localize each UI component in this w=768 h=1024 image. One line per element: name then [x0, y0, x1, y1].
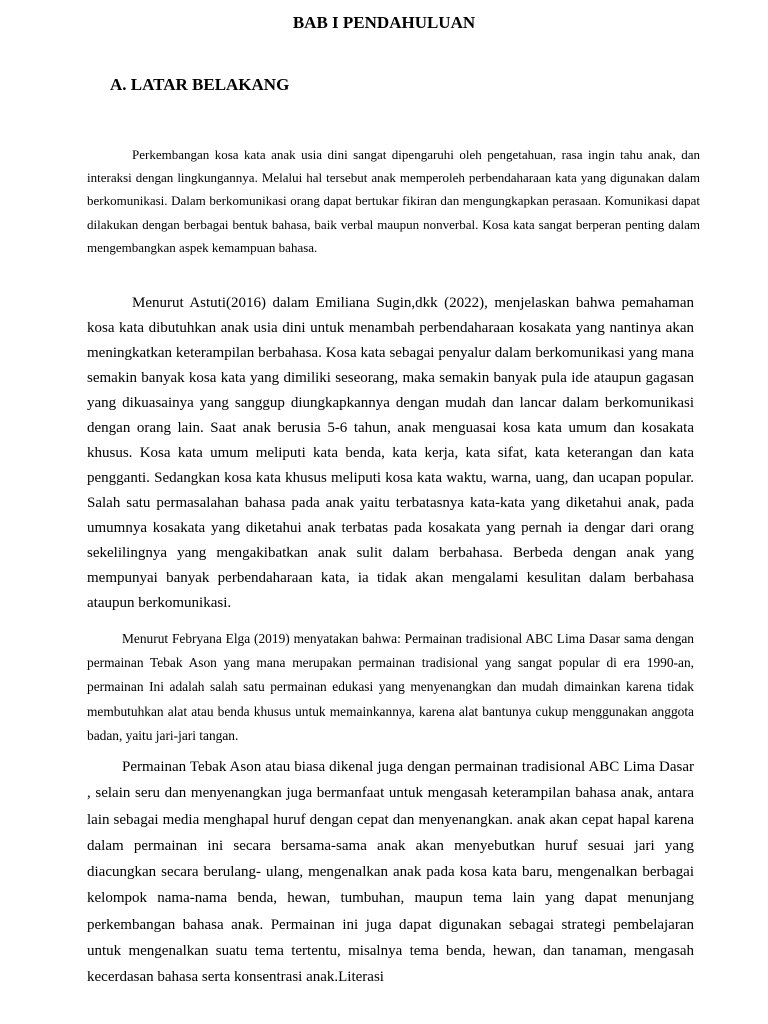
- chapter-title: BAB I PENDAHULUAN: [292, 13, 476, 32]
- paragraph-febryana-citation: Menurut Febryana Elga (2019) menyatakan bahwa: Permainan tradisional ABC Lima Dasar sama dengan permainan Tebak Ason yang mana merupakan permainan tradisional yang sangat popular di era 1990-an, permainan Ini adalah salah satu permainan edukasi yang menyenangkan dan mudah dimainkan karena tidak membutuhkan alat atau benda khusus untuk memainkannya, karena alat bantunya cukup menggunakan anggota badan, yaitu jari-jari tangan.: [87, 631, 694, 743]
- section-heading: A. LATAR BELAKANG: [110, 75, 290, 94]
- paragraph-tebak-ason: Permainan Tebak Ason atau biasa dikenal juga dengan permainan tradisional ABC Lima Dasar , selain seru dan menyenangkan juga bermanfaat untuk mengasah keterampilan bahasa anak, antara lain sebagai media menghapal huruf dengan cepat dan menyenangkan. anak akan cepat hapal karena dalam permainan ini secara bersama-sama anak akan menyebutkan huruf sesuai jari yang diacungkan secara berulang- ulang, mengenalkan anak pada kosa kata baru, mengenalkan berbagai kelompok nama-nama benda, hewan, tumbuhan, maupun tema lain yang dapat menunjang perkembangan bahasa anak. Permainan ini juga dapat digunakan sebagai strategi pembelajaran untuk mengenalkan suatu tema tertentu, misalnya tema benda, hewan, dan tanaman, mengasah kecerdasan bahasa serta konsentrasi anak.Literasi: [87, 759, 694, 986]
- paragraph-kosa-kata-intro: Perkembangan kosa kata anak usia dini sangat dipengaruhi oleh pengetahuan, rasa ingin tahu anak, dan interaksi dengan lingkungannya. Melalui hal tersebut anak memperoleh perbendaharaan kata yang digunakan dalam berkomunikasi. Dalam berkomunikasi orang dapat bertukar fikiran dan mengungkapkan perasaan. Komunikasi dapat dilakukan dengan berbagai bentuk bahasa, baik verbal maupun nonverbal. Kosa kata sangat berperan penting dalam mengembangkan aspek kemampuan bahasa.: [87, 147, 700, 255]
- paragraph-astuti-citation: Menurut Astuti(2016) dalam Emiliana Sugin,dkk (2022), menjelaskan bahwa pemahaman kosa kata dibutuhkan anak usia dini untuk menambah perbendaharaan kosakata yang nantinya akan meningkatkan keterampilan berbahasa. Kosa kata sebagai penyalur dalam berkomunikasi yang mana semakin banyak kosa kata yang dimiliki seseorang, maka semakin banyak pula ide ataupun gagasan yang dikuasainya yang sanggup diungkapkannya dengan mudah dan lancar dalam berkomunikasi dengan orang lain. Saat anak berusia 5-6 tahun, anak menguasai kosa kata umum dan kosakata khusus. Kosa kata umum meliputi kata benda, kata kerja, kata sifat, kata keterangan dan kata pengganti. Sedangkan kosa kata khusus meliputi kosa kata waktu, warna, uang, dan ucapan popular. Salah satu permasalahan bahasa pada anak yaitu terbatasnya kata-kata yang diketahui anak, pada umumnya kosakata yang diketahui anak terbatas pada kosakata yang pernah ia dengar dari orang sekelilingnya yang mengakibatkan anak sulit dalam berbahasa. Berbeda dengan anak yang mempunyai banyak perbendaharaan kata, ia tidak akan mengalami kesulitan dalam berbahasa ataupun berkomunikasi.: [87, 295, 694, 611]
